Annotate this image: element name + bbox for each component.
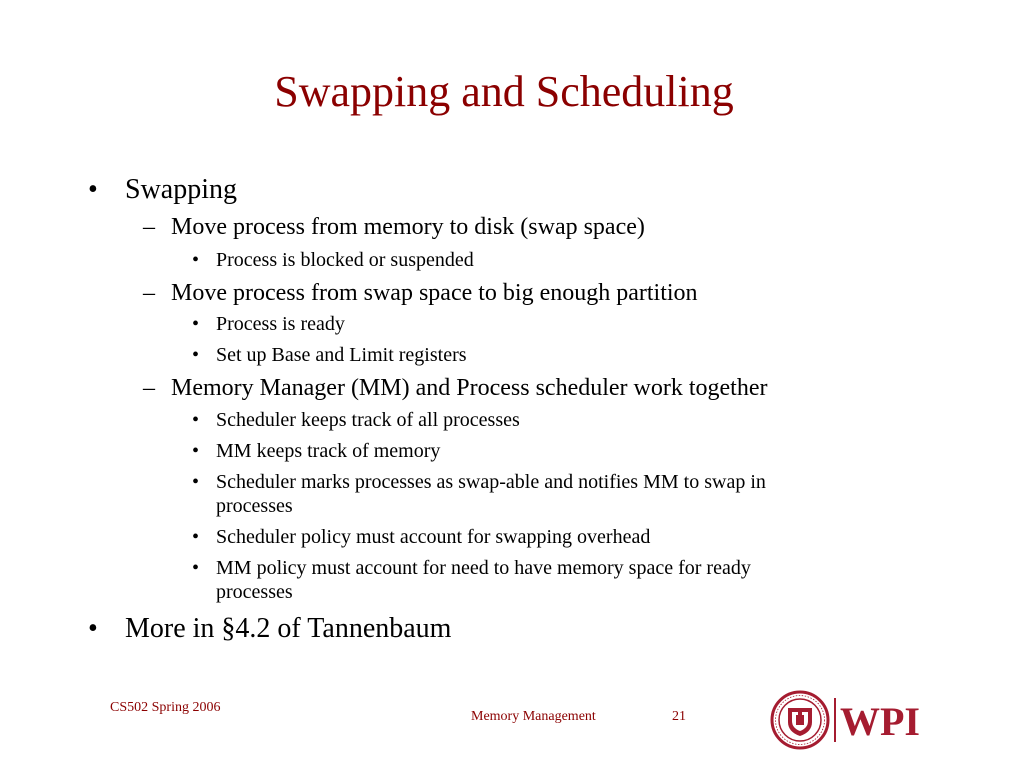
bullet-text: Scheduler marks processes as swap-able and notifies MM to swap in (216, 471, 766, 493)
dash-marker: – (143, 214, 155, 240)
bullet-text: MM policy must account for need to have memory space for ready (216, 557, 751, 579)
bullet-text: Move process from memory to disk (swap space) (171, 214, 645, 240)
bullet-marker: • (88, 174, 98, 205)
bullet-text: Process is ready (216, 313, 345, 335)
bullet-marker: • (88, 613, 98, 644)
bullet-marker: • (192, 313, 200, 335)
bullet-marker: • (192, 409, 200, 431)
bullet-marker: • (192, 526, 200, 548)
bullet-text: Scheduler policy must account for swapping overhead (216, 526, 651, 548)
bullet-text: MM keeps track of memory (216, 440, 441, 462)
bullet-text: Swapping (125, 174, 237, 205)
wpi-logo-graphic (770, 688, 920, 752)
bullet-marker: • (192, 440, 200, 462)
bullet-text: Memory Manager (MM) and Process scheduler work together (171, 375, 768, 401)
footer-topic: Memory Management (471, 709, 596, 724)
footer-course: CS502 Spring 2006 (110, 700, 221, 715)
wpi-logo (770, 688, 920, 752)
bullet-marker: • (192, 344, 200, 366)
dash-marker: – (143, 280, 155, 306)
dash-marker: – (143, 375, 155, 401)
bullet-marker: • (192, 471, 200, 493)
bullet-text: Move process from swap space to big enough partition (171, 280, 698, 306)
bullet-text: Process is blocked or suspended (216, 249, 474, 271)
bullet-text: More in §4.2 of Tannenbaum (125, 613, 452, 644)
bullet-text: processes (216, 495, 293, 517)
logo-text: WPI (840, 699, 920, 744)
bullet-text: Scheduler keeps track of all processes (216, 409, 520, 431)
slide-title: Swapping and Scheduling (274, 67, 734, 116)
bullet-marker: • (192, 557, 200, 579)
bullet-marker: • (192, 249, 200, 271)
bullet-text: processes (216, 581, 293, 603)
bullet-text: Set up Base and Limit registers (216, 344, 467, 366)
page-number: 21 (672, 709, 686, 724)
